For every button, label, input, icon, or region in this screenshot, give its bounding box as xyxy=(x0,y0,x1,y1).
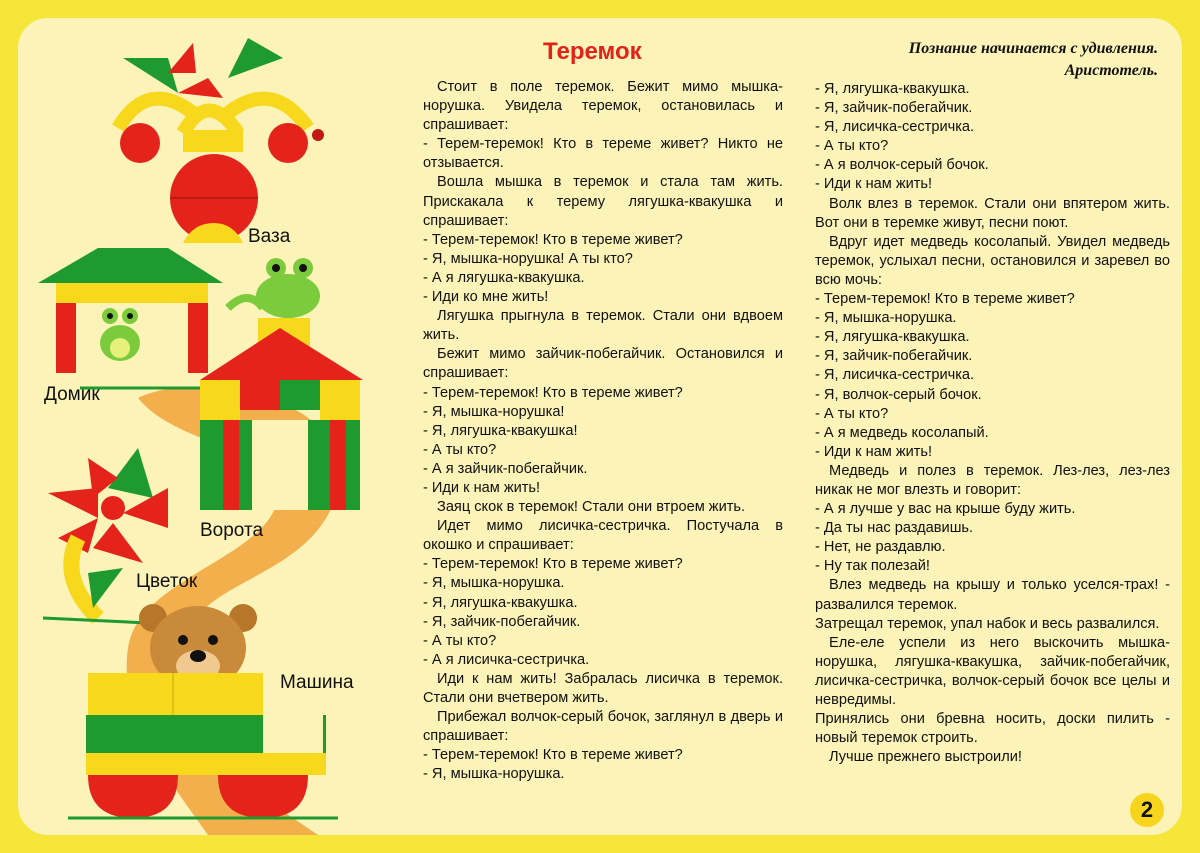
story-paragraph: - Я, зайчик-побегайчик. xyxy=(815,348,973,365)
story-paragraph: Влез медведь на крышу и только уселся-трах! - развалился теремок. xyxy=(815,577,1170,613)
illustration xyxy=(18,18,418,835)
story-paragraph: - Терем-теремок! Кто в тереме живет? xyxy=(815,291,1075,308)
story-paragraph: - Я, лягушка-квакушка. xyxy=(815,329,970,346)
book-page xyxy=(18,18,1182,835)
story-paragraph: Волк влез в теремок. Стали они впятером жить. Вот они в теремке живут, песни поют. xyxy=(815,195,1170,231)
story-paragraph: - Я, мышка-норушка! xyxy=(423,403,565,420)
story-paragraph: - А я волчок-серый бочок. xyxy=(815,157,989,174)
story-paragraph: - Нет, не раздавлю. xyxy=(815,539,946,556)
story-paragraph: Медведь и полез в теремок. Лез-лез, лез-лез никак не мог влезть и говорит: xyxy=(815,462,1170,498)
story-paragraph: Вошла мышка в теремок и стала там жить. Прискакала к терему лягушка-квакушка и спрашивает: xyxy=(423,174,783,229)
story-paragraph: - Я, мышка-норушка. xyxy=(423,575,565,592)
page-number: 2 xyxy=(1130,793,1164,827)
story-paragraph: - Я, мышка-норушка. xyxy=(423,766,565,783)
story-paragraph: - Терем-теремок! Кто в тереме живет? xyxy=(423,231,683,248)
story-paragraph: Затрещал теремок, упал набок и весь развалился. xyxy=(815,615,1160,632)
story-paragraph: - Я, лягушка-квакушка. xyxy=(423,594,578,611)
story-paragraph: - А я медведь косолапый. xyxy=(815,424,989,441)
label-vase: Ваза xyxy=(248,226,291,247)
story-paragraph: - Я, лисичка-сестричка. xyxy=(815,119,975,136)
story-paragraph: - Да ты нас раздавишь. xyxy=(815,520,974,537)
story-paragraph: - Я, зайчик-побегайчик. xyxy=(815,100,973,117)
story-paragraph: - А ты кто? xyxy=(423,632,497,649)
label-flower: Цветок xyxy=(136,571,198,592)
frog-figure xyxy=(228,258,320,318)
story-paragraph: - А я лягушка-квакушка. xyxy=(423,269,585,286)
story-title: Теремок xyxy=(543,38,642,65)
story-paragraph: - А ты кто? xyxy=(815,405,889,422)
vase-figure xyxy=(118,38,324,243)
epigraph-text: Познание начинается с удивления. xyxy=(908,40,1158,57)
story-paragraph: Стоит в поле теремок. Бежит мимо мышка-норушка. Увидела теремок, остановилась и спрашивает: xyxy=(423,79,783,134)
story-paragraph: Принялись они бревна носить, доски пилить - новый теремок строить. xyxy=(815,711,1170,747)
label-car: Машина xyxy=(280,672,354,693)
story-paragraph: - Иди к нам жить! xyxy=(815,176,933,193)
house-figure xyxy=(38,248,223,388)
story-column-left xyxy=(423,78,783,784)
story-paragraph: - Иди ко мне жить! xyxy=(423,289,549,306)
story-paragraph: - Я, лягушка-квакушка! xyxy=(423,422,578,439)
story-paragraph: Бежит мимо зайчик-побегайчик. Остановился и спрашивает: xyxy=(423,346,783,382)
story-paragraph: - Терем-теремок! Кто в тереме живет? xyxy=(423,556,683,573)
story-paragraph: Лучше прежнего выстроили! xyxy=(829,749,1022,766)
story-paragraph: - Ну так полезай! xyxy=(815,558,930,575)
story-paragraph: Заяц скок в теремок! Стали они втроем жить. xyxy=(437,499,746,516)
story-paragraph: - Иди к нам жить! xyxy=(423,479,541,496)
label-house: Домик xyxy=(44,384,100,405)
story-paragraph: - Я, мышка-норушка! А ты кто? xyxy=(423,250,633,267)
epigraph-author: Аристотель. xyxy=(1064,62,1158,79)
story-paragraph: - Терем-теремок! Кто в тереме живет? xyxy=(423,384,683,401)
story-paragraph: - Я, волчок-серый бочок. xyxy=(815,386,982,403)
story-paragraph: Прибежал волчок-серый бочок, заглянул в дверь и спрашивает: xyxy=(423,709,783,745)
story-paragraph: - Я, мышка-норушка. xyxy=(815,310,957,327)
story-paragraph: Еле-еле успели из него выскочить мышка-норушка, лягушка-квакушка, зайчик-побегайчик, лисичка-сестричка, волчок-серый бочок все целы и невредимы. xyxy=(815,634,1170,708)
story-paragraph: - Терем-теремок! Кто в тереме живет? xyxy=(423,747,683,764)
story-paragraph: - Я, лягушка-квакушка. xyxy=(815,81,970,97)
story-paragraph: - Я, зайчик-побегайчик. xyxy=(423,613,581,630)
epigraph xyxy=(909,38,1158,82)
story-paragraph: Иди к нам жить! Забралась лисичка в теремок. Стали они вчетвером жить. xyxy=(423,670,783,706)
story-paragraph: - А я лисичка-сестричка. xyxy=(423,651,590,668)
story-paragraph: - А ты кто? xyxy=(815,138,889,155)
flower-figure xyxy=(43,448,168,623)
story-paragraph: Идет мимо лисичка-сестричка. Постучала в окошко и спрашивает: xyxy=(423,518,783,554)
story-paragraph: Вдруг идет медведь косолапый. Увидел медведь теремок, услыхал песни, остановился и заревел во всю мочь: xyxy=(815,233,1170,288)
story-paragraph: - А ты кто? xyxy=(423,441,497,458)
story-paragraph: - А я лучше у вас на крыше буду жить. xyxy=(815,501,1076,518)
story-paragraph: - Терем-теремок! Кто в тереме живет? Никто не отзывается. xyxy=(423,136,783,172)
story-paragraph: Лягушка прыгнула в теремок. Стали они вдвоем жить. xyxy=(423,308,783,344)
story-column-right xyxy=(815,80,1170,767)
story-paragraph: - Я, лисичка-сестричка. xyxy=(815,367,975,384)
story-paragraph: - Иди к нам жить! xyxy=(815,443,933,460)
label-gate: Ворота xyxy=(200,520,264,541)
story-paragraph: - А я зайчик-побегайчик. xyxy=(423,460,588,477)
